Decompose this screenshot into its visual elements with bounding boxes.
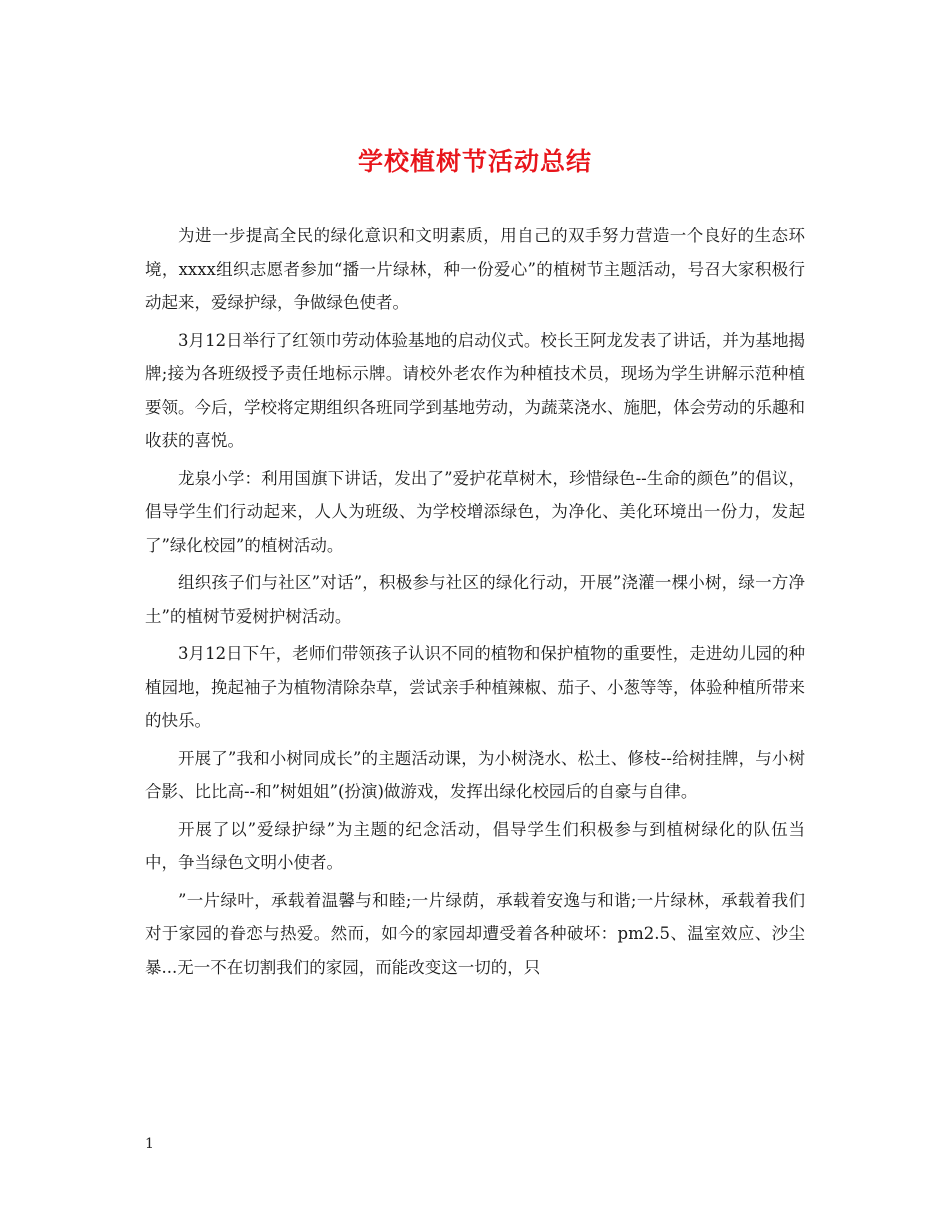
paragraph-5: 3月12日下午，老师们带领孩子认识不同的植物和保护植物的重要性，走进幼儿园的种植园地，挽起袖子为植物清除杂草，尝试亲手种植辣椒、茄子、小葱等等，体验种植所带来的快乐。 — [145, 644, 805, 730]
paragraph-3: 龙泉小学：利用国旗下讲话，发出了”爱护花草树木，珍惜绿色--生命的颜色”的倡议，倡导学生们行动起来，人人为班级、为学校增添绿色，为净化、美化环境出一份力，发起了”绿化校园”的植树活动。 — [145, 468, 805, 555]
paragraph-2: 3月12日举行了红领巾劳动体验基地的启动仪式。校长王阿龙发表了讲话，并为基地揭牌;接为各班级授予责任地标示牌。请校外老农作为种植技术员，现场为学生讲解示范种植要领。今后，学校将定期组织各班同学到基地劳动，为蔬菜浇水、施肥，体会劳动的乐趣和收获的喜悦。 — [145, 330, 805, 450]
paragraph-8: ”一片绿叶，承载着温馨与和睦;一片绿荫，承载着安逸与和谐;一片绿林，承载着我们对于家园的眷恋与热爱。然而，如今的家园却遭受着各种破坏：pm2.5、温室效应、沙尘暴...无一不在切割我们的家园，而能改变这一切的，只 — [145, 890, 805, 977]
document-body — [145, 219, 805, 988]
paragraph-6: 开展了”我和小树同成长”的主题活动课，为小树浇水、松土、修枝--给树挂牌，与小树合影、比比高--和”树姐姐”(扮演)做游戏，发挥出绿化校园后的自豪与自律。 — [145, 748, 805, 801]
paragraph-4: 组织孩子们与社区”对话”，积极参与社区的绿化行动，开展”浇灌一棵小树，绿一方净土”的植树节爱树护树活动。 — [145, 573, 805, 626]
paragraph-7: 开展了以”爱绿护绿”为主题的纪念活动，倡导学生们积极参与到植树绿化的队伍当中，争当绿色文明小使者。 — [145, 819, 805, 872]
page-number: 1 — [145, 1136, 154, 1152]
document-title: 学校植树节活动总结 — [357, 147, 592, 176]
paragraph-1: 为进一步提高全民的绿化意识和文明素质，用自己的双手努力营造一个良好的生态环境，xxxx组织志愿者参加“播一片绿林，种一份爱心”的植树节主题活动，号召大家积极行动起来，爱绿护绿，争做绿色使者。 — [145, 226, 805, 312]
